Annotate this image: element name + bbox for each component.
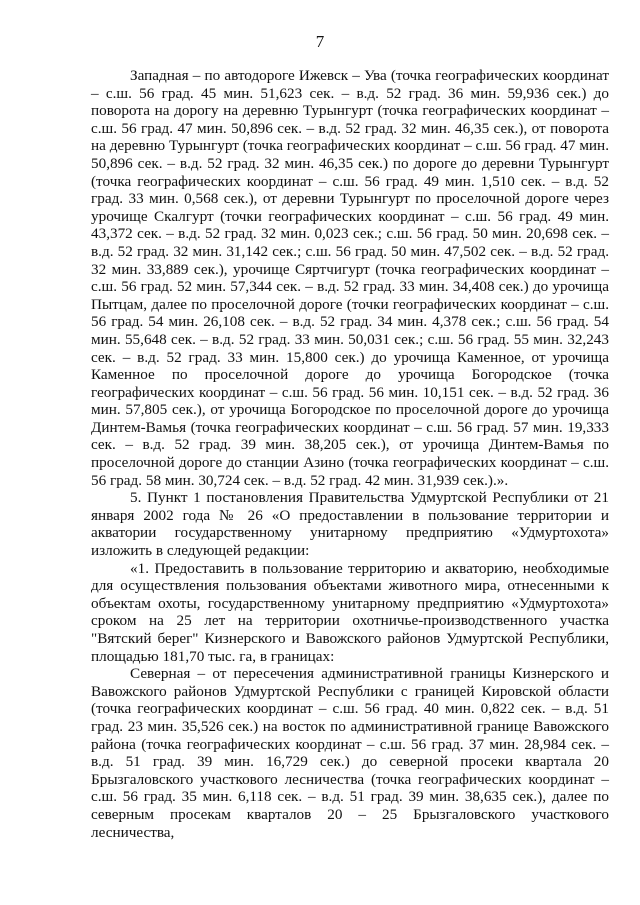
paragraph-item-5: 5. Пункт 1 постановления Правительства Удмуртской Республики от 21 января 2002 года № 26 «О предоставлении в пользование территории и акватории государственному унитарному предприятию «Удмуртохота» изложить в следующей редакции:: [91, 489, 609, 560]
paragraph-western-boundary: Западная – по автодороге Ижевск – Ува (точка географических координат – с.ш. 56 град. 45 мин. 51,623 сек. – в.д. 52 град. 36 мин. 59,936 сек.) до поворота на дорогу на деревню Турынгурт (точка географических координат – с.ш. 56 град. 47 мин. 50,896 сек. – в.д. 52 град. 32 мин. 46,35 сек.), от поворота на деревню Турынгурт (точка географических координат – с.ш. 56 град. 47 мин. 50,896 сек. – в.д. 52 град. 32 мин. 46,35 сек.) по дороге до деревни Турынгурт (точка географических координат – с.ш. 56 град. 49 мин. 1,510 сек. – в.д. 52 град. 33 мин. 0,568 сек.), от деревни Турынгурт по проселочной дороге через урочище Скалгурт (точки географических координат – с.ш. 56 град. 49 мин. 43,372 сек. – в.д. 52 град. 32 мин. 0,023 сек.; с.ш. 56 град. 50 мин. 20,698 сек. – в.д. 52 град. 32 мин. 31,142 сек.; с.ш. 56 град. 50 мин. 47,502 сек. – в.д. 52 град. 32 мин. 33,889 сек.), урочище Сяртчигурт (точка географических координат – с.ш. 56 град. 52 мин. 57,344 сек. – в.д. 52 град. 33 мин. 34,408 сек.) до урочища Пытцам, далее по проселочной дороге (точки географических координат – с.ш. 56 град. 54 мин. 26,108 сек. – в.д. 52 град. 34 мин. 4,378 сек.; с.ш. 56 град. 54 мин. 55,648 сек. – в.д. 52 град. 33 мин. 50,031 сек.; с.ш. 56 град. 55 мин. 32,243 сек. – в.д. 52 град. 33 мин. 15,800 сек.) до урочища Каменное, от урочища Каменное по проселочной дороге до урочища Богородское (точка географических координат – с.ш. 56 град. 56 мин. 10,151 сек. – в.д. 52 град. 36 мин. 57,805 сек.), от урочища Богородское по проселочной дороге до урочища Динтем-Вамья (точка географических координат – с.ш. 56 град. 57 мин. 19,333 сек. – в.д. 52 град. 39 мин. 38,205 сек.), от урочища Динтем-Вамья по проселочной дороге до станции Азино (точка географических координат – с.ш. 56 град. 58 мин. 30,724 сек. – в.д. 52 град. 42 мин. 31,939 сек.).».: [91, 67, 609, 489]
page-number: 7: [315, 32, 325, 51]
paragraph-quoted-item-1: «1. Предоставить в пользование территорию и акваторию, необходимые для осуществления пользования объектами животного мира, отнесенными к объектам охоты, государственному унитарному предприятию «Удмуртохота» сроком на 25 лет на территории охотничье-производственного участка "Вятский берег" Кизнерского и Вавожского районов Удмуртской Республики, площадью 181,70 тыс. га, в границах:: [91, 559, 609, 665]
paragraph-northern-boundary: Северная – от пересечения административной границы Кизнерского и Вавожского районов Удмуртской Республики с границей Кировской области (точка географических координат – с.ш. 56 град. 40 мин. 0,822 сек. – в.д. 51 град. 23 мин. 35,526 сек.) на восток по административной границе Вавожского района (точка географических координат – с.ш. 56 град. 37 мин. 28,984 сек. – в.д. 51 град. 39 мин. 16,729 сек.) до северной просеки квартала 20 Брызгаловского участкового лесничества (точка географических координат – с.ш. 56 град. 35 мин. 6,118 сек. – в.д. 51 град. 39 мин. 38,635 сек.), далее по северным просекам кварталов 20 – 25 Брызгаловского участкового лесничества,: [91, 665, 609, 841]
document-body: [91, 67, 609, 841]
